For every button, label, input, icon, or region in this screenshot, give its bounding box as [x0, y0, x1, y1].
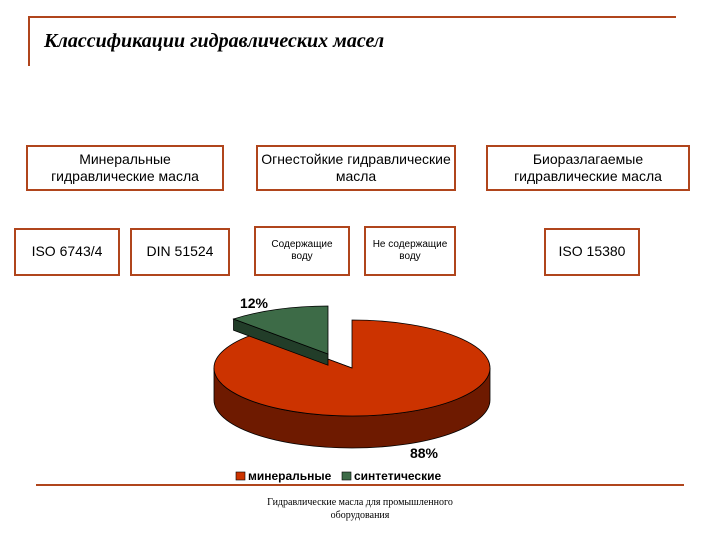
category-mineral-label: Минеральные гидравлические масла — [51, 150, 199, 184]
legend-label-1: синтетические — [354, 469, 442, 483]
data-label-synthetic: 12% — [239, 295, 269, 311]
legend-swatch-1 — [342, 472, 351, 480]
page-title: Классификации гидравлических масел — [44, 30, 385, 52]
bottom-rule — [36, 484, 684, 486]
legend-swatch-0 — [236, 472, 245, 480]
item-iso-15380-label: ISO 15380 — [558, 243, 626, 260]
item-iso-6743-label: ISO 6743/4 — [31, 243, 103, 260]
item-water-containing-label: Содержащие воду — [271, 238, 333, 262]
category-fire-resistant-label: Огнестойкие гидравлические масла — [261, 150, 451, 184]
category-biodegradable-label: Биоразлагаемые гидравлические масла — [514, 150, 662, 184]
item-din-51524-label: DIN 51524 — [146, 243, 214, 260]
caption: Гидравлические масла для промышленного оборудования — [267, 497, 453, 521]
legend-label-0: минеральные — [248, 469, 332, 483]
data-label-mineral: 88% — [409, 445, 439, 461]
item-water-free-label: Не содержащие воду — [372, 238, 448, 262]
